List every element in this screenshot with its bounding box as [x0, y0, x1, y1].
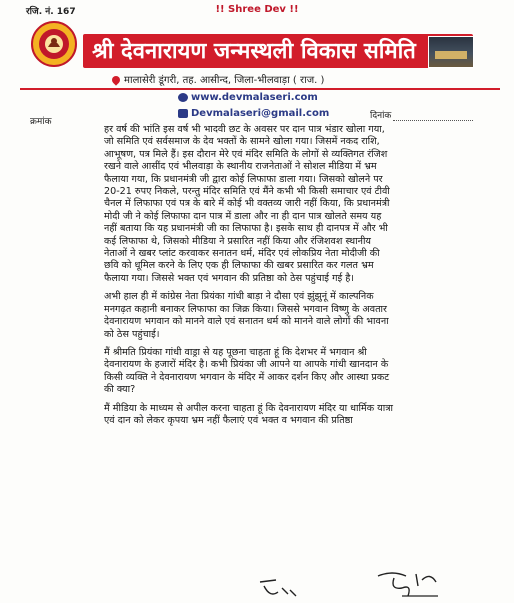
body-paragraph: हर वर्ष की भांति इस वर्ष भी भादवी छट के अवसर पर दान पात्र भंडार खोला गया, जो समिति एवं सर्वसमाज के देव भक्तों के सामने खोला गया। जिसमें नकद राशि, आभूषण, पत्र मिले हैं। इस दौरान मेरे एवं मंदिर समिति के लोगों से व्यक्तिगत रंजिश रखने वाले आसींद एवं भीलवाड़ा के स्थानीय राजनेताओं ने सोशल मीडिया में भ्रम फैलाया गया, कि प्रधानमंत्री जी द्वारा कोई लिफाफा डाला गया। जिसको खोलने पर 20-21 रुपए निकले, परन्तु मंदिर समिति एवं मैंने कभी भी किसी समाचार एवं टीवी चैनल में लिफाफा एवं पत्र के बारे में कोई भी वक्तव्य जारी नहीं किया, कि प्रधानमंत्री मोदी जी ने कोई लिफाफा दान पात्र में डाला और ना ही दान पात्र खोलते समय यह नहीं बताया कि यह प्रधानमंत्री जी का लिफाफा है। इसके साथ ही दानपत्र में और भी कई लिफाफा थे, जिसको मीडिया ने प्रसारित नहीं किया और रंजिशवश स्थानीय नेताओं ने खबर प्लांट करवाकर सनातन धर्म, मंदिर एवं लोकप्रिय नेता मोदीजी की छवि को धूमिल करने के लिए एक ही लिफाफा की खबर प्रसारित कर गलत भ्रम फैलाया गया। जिससे भक्त एवं भगवान की प्रतिष्ठा को ठेस पहुंचाई गई है। [104, 124, 390, 284]
website-link[interactable]: www.devmalaseri.com [191, 92, 318, 103]
mail-icon [178, 109, 188, 118]
letter-body [104, 124, 396, 433]
organization-title: श्री देवनारायण जन्मस्थली विकास समिति [92, 38, 416, 64]
temple-photo [428, 36, 474, 68]
handwritten-signature-left [256, 572, 302, 600]
address-line [112, 72, 324, 86]
email-line [178, 108, 329, 119]
invocation-text: !! Shree Dev !! [215, 4, 299, 15]
email-link[interactable]: Devmalaseri@gmail.com [191, 108, 330, 119]
body-paragraph: मैं श्रीमति प्रियंका गांधी वाड्रा से यह पूछना चाहता हूं कि देशभर में भगवान श्री देवनारायण के हजारों मंदिर है। कभी प्रियंका जी आपने या आपके गांधी खानदान के किसी व्यक्ति ने देवनारायण भगवान के मंदिर में आकर दर्शन किए और आस्था प्रकट की क्या? [104, 346, 390, 396]
dinank-label: दिनांक [370, 111, 392, 121]
header-divider [20, 88, 500, 90]
globe-icon [178, 93, 188, 102]
kramank-label: क्रमांक [30, 117, 52, 127]
website-line [178, 92, 318, 103]
date-blank [393, 120, 473, 121]
handwritten-signature-right [372, 566, 442, 602]
body-paragraph: मैं मीडिया के माध्यम से अपील करना चाहता हूं कि देवनारायण मंदिर या धार्मिक यात्रा एवं दान को लेकर कृपया भ्रम नहीं फैलाएं एवं भक्त व भगवान की प्रतिष्ठा [104, 402, 393, 426]
body-paragraph: अभी हाल ही में कांग्रेस नेता प्रियंका गांधी बाड़ा ने दौसा एवं झुंझुनूं में काल्पनिक मनगढ़त कहानी बनाकर लिफाफा का जिक्र किया। जिससे भगवान विष्णु के अवतार देवनारायण भगवान को मानने वाले एवं सनातन धर्म को मानने वाले लोगों की भावना को ठेस पहुंचाई। [104, 291, 389, 340]
map-pin-icon [110, 74, 121, 85]
organization-logo [30, 20, 78, 68]
dinank-field [370, 108, 473, 121]
registration-number: रजि. नं. 167 [26, 7, 76, 17]
address-text: मालासेरी डूंगरी, तह. आसीन्द, जिला-भीलवाड़ा ( राज. ) [124, 75, 325, 86]
